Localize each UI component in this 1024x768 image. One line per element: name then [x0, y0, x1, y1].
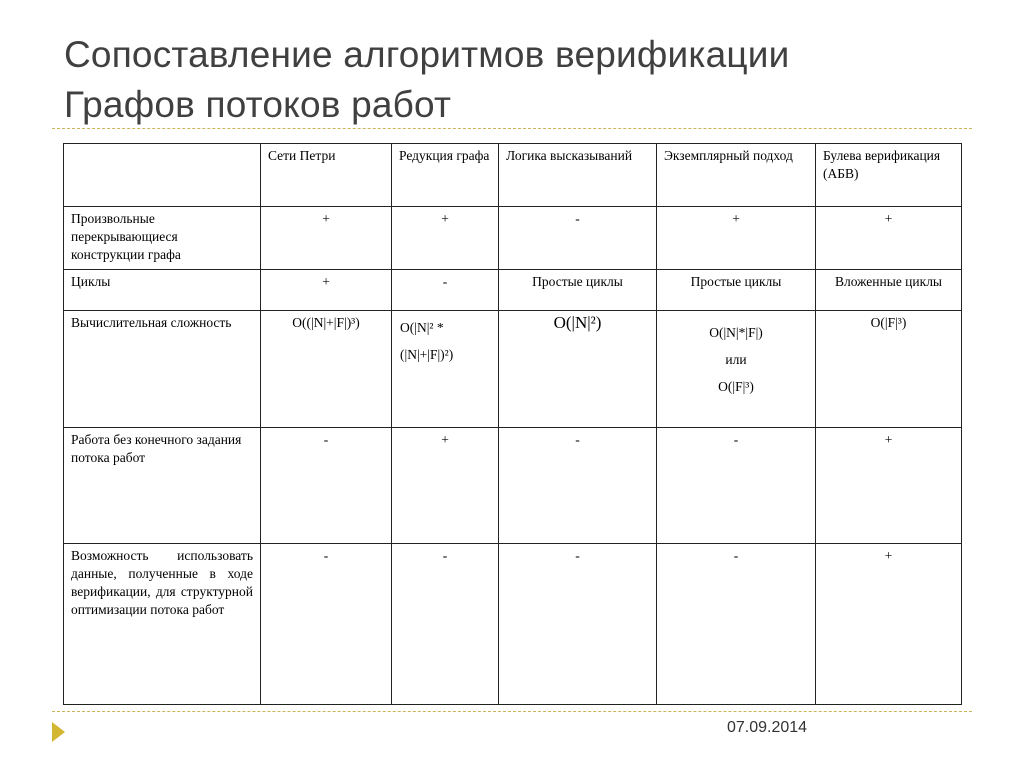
formula: O((|N|+|F|)³) — [292, 315, 360, 330]
row-label: Произвольные перекрывающиеся конструкции графа — [64, 207, 261, 270]
top-divider — [52, 128, 972, 129]
formula: O(|F|³) — [870, 315, 907, 330]
complexity-instance — [657, 311, 816, 428]
comparison-table — [63, 143, 962, 705]
table-cell: + — [261, 270, 392, 311]
complexity-petri — [261, 311, 392, 428]
table-row — [64, 544, 962, 705]
table-row — [64, 311, 962, 428]
table-cell: Вложенные циклы — [816, 270, 962, 311]
row-label: Циклы — [64, 270, 261, 311]
table-cell: - — [499, 428, 657, 544]
table-cell: Простые циклы — [657, 270, 816, 311]
table-cell: - — [261, 428, 392, 544]
complexity-logic — [499, 311, 657, 428]
table-cell: - — [499, 544, 657, 705]
formula: O(|N|*|F|) — [709, 325, 763, 340]
title-line-2: Графов потоков работ — [64, 84, 452, 125]
table-cell: - — [392, 270, 499, 311]
play-triangle-icon — [52, 722, 65, 742]
row-label: Работа без конечного задания потока работ — [64, 428, 261, 544]
header-abv: Булева верификация (АБВ) — [816, 144, 962, 207]
formula: O(|N|² * — [400, 320, 444, 335]
table-cell: + — [392, 428, 499, 544]
table-cell: - — [499, 207, 657, 270]
table-cell: - — [261, 544, 392, 705]
table-cell: + — [392, 207, 499, 270]
corner-cell — [64, 144, 261, 207]
slide-title — [64, 30, 964, 130]
slide-date: 07.09.2014 — [727, 719, 808, 736]
formula: O(|F|³) — [718, 379, 754, 394]
formula: O(|N|²) — [553, 313, 602, 332]
header-petri: Сети Петри — [261, 144, 392, 207]
table-cell: Простые циклы — [499, 270, 657, 311]
table-cell: + — [657, 207, 816, 270]
formula: (|N|+|F|)²) — [400, 347, 454, 362]
table-row — [64, 270, 962, 311]
table-cell: - — [392, 544, 499, 705]
table-cell: + — [816, 207, 962, 270]
table-cell: - — [657, 544, 816, 705]
header-row — [64, 144, 962, 207]
table-cell: + — [816, 544, 962, 705]
table-cell: - — [657, 428, 816, 544]
header-reduction: Редукция графа — [392, 144, 499, 207]
table-row — [64, 428, 962, 544]
header-instance: Экземплярный подход — [657, 144, 816, 207]
table-row — [64, 207, 962, 270]
table-cell: + — [816, 428, 962, 544]
table-cell: + — [261, 207, 392, 270]
complexity-abv — [816, 311, 962, 428]
row-label: Вычислительная сложность — [64, 311, 261, 428]
or-label: или — [725, 352, 747, 367]
row-label: Возможность использовать данные, полученные в ходе верификации, для структурной оптимизации потока работ — [64, 544, 261, 705]
complexity-reduction — [392, 311, 499, 428]
header-logic: Логика высказываний — [499, 144, 657, 207]
bottom-divider — [52, 711, 972, 712]
title-line-1: Сопоставление алгоритмов верификации — [64, 34, 790, 75]
